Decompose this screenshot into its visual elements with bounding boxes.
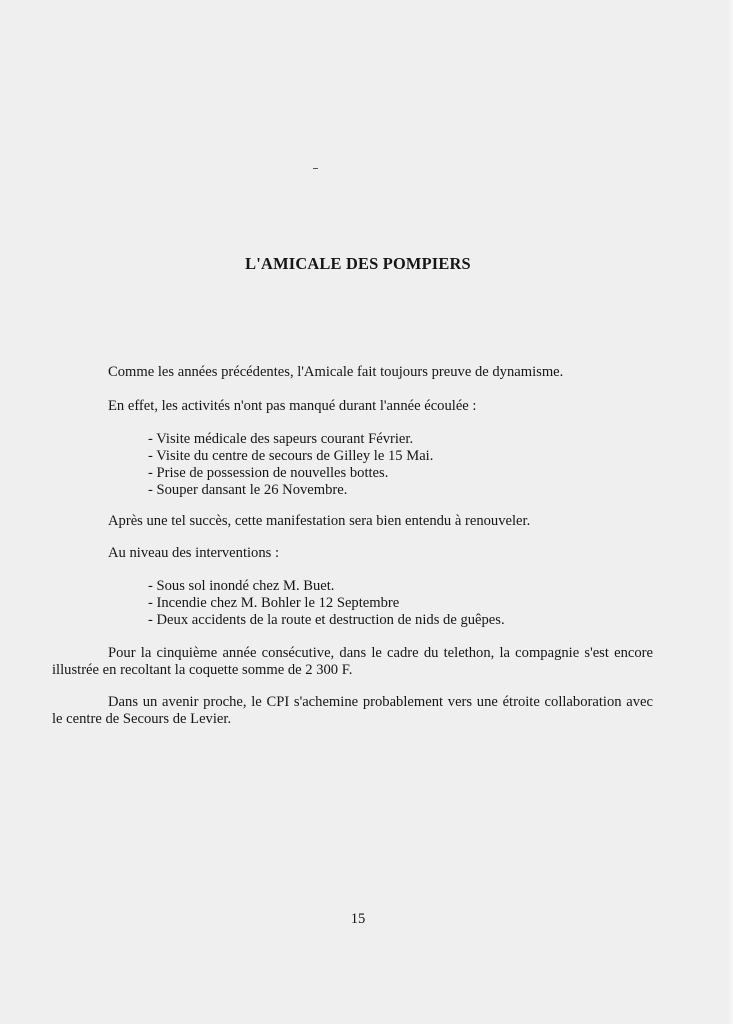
intervention-item: - Incendie chez M. Bohler le 12 Septembre <box>148 595 400 611</box>
interventions-intro: Au niveau des interventions : <box>108 545 280 561</box>
activity-item: - Visite du centre de secours de Gilley le 15 Mai. <box>148 448 434 464</box>
intervention-item: - Sous sol inondé chez M. Buet. <box>148 578 335 594</box>
activities-intro: En effet, les activités n'ont pas manqué durant l'année écoulée : <box>108 398 477 414</box>
telethon-paragraph: Pour la cinquième année consécutive, dans le cadre du telethon, la compagnie s'est encore illustrée en recoltant la coquette somme de 2 300 F. <box>52 645 653 678</box>
page-number: 15 <box>350 911 366 927</box>
scan-mark <box>313 168 318 169</box>
intervention-item: - Deux accidents de la route et destruction de nids de guêpes. <box>148 612 505 628</box>
success-paragraph: Après une tel succès, cette manifestation sera bien entendu à renouveler. <box>108 513 531 529</box>
activity-item: - Prise de possession de nouvelles bottes. <box>148 465 389 481</box>
document-title: L'AMICALE DES POMPIERS <box>245 253 471 273</box>
activities-list <box>148 431 608 499</box>
interventions-list <box>148 578 608 629</box>
future-paragraph: Dans un avenir proche, le CPI s'achemine probablement vers une étroite collaboration avec le centre de Secours de Levier. <box>52 694 653 727</box>
activity-item: - Visite médicale des sapeurs courant Février. <box>148 431 414 447</box>
intro-paragraph: Comme les années précédentes, l'Amicale fait toujours preuve de dynamisme. <box>108 364 564 380</box>
activity-item: - Souper dansant le 26 Novembre. <box>148 482 348 498</box>
